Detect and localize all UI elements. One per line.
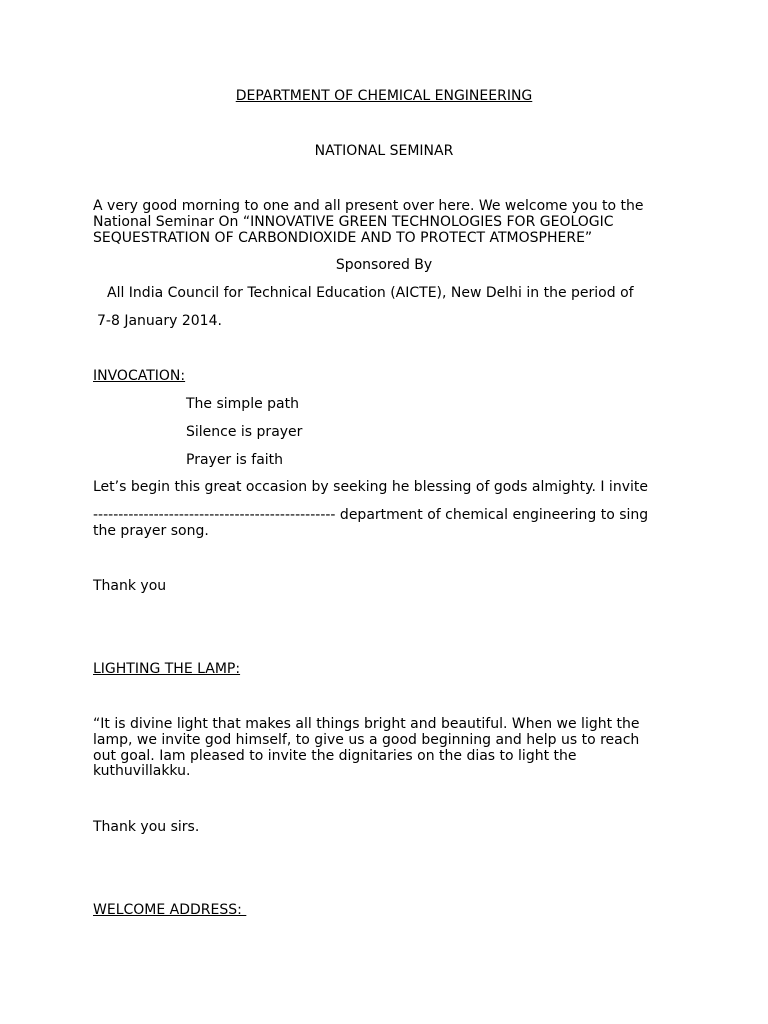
lamp-line-2: lamp, we invite god himself, to give us a good beginning and help us to reach xyxy=(93,732,640,748)
invocation-invite-line-1: Let’s begin this great occasion by seeking he blessing of gods almighty. I invite xyxy=(93,479,648,495)
lamp-title: LIGHTING THE LAMP: xyxy=(93,661,241,677)
lamp-thanks: Thank you sirs. xyxy=(93,819,200,835)
invocation-verse: Silence is prayer xyxy=(186,424,303,440)
intro-line-3: SEQUESTRATION OF CARBONDIOXIDE AND TO PROTECT ATMOSPHERE” xyxy=(93,230,593,246)
invocation-invite-line-2: ------------------------------------------------ department of chemical engineering to sing xyxy=(93,507,649,523)
invocation-invite-line-3: the prayer song. xyxy=(93,523,209,539)
department-heading: DEPARTMENT OF CHEMICAL ENGINEERING xyxy=(235,88,533,104)
lamp-line-4: kuthuvillakku. xyxy=(93,763,191,779)
date-line: 7-8 January 2014. xyxy=(97,313,222,329)
intro-line-1: A very good morning to one and all present over here. We welcome you to the xyxy=(93,198,644,214)
lamp-line-1: “It is divine light that makes all things bright and beautiful. When we light the xyxy=(93,716,640,732)
invocation-thanks: Thank you xyxy=(93,578,167,594)
sponsor-line: All India Council for Technical Education (AICTE), New Delhi in the period of xyxy=(107,285,634,301)
invocation-verse: The simple path xyxy=(186,396,299,412)
invocation-title: INVOCATION: xyxy=(93,368,186,384)
sponsored-by-label: Sponsored By xyxy=(335,257,433,273)
welcome-title: WELCOME ADDRESS: xyxy=(93,902,247,918)
seminar-heading: NATIONAL SEMINAR xyxy=(314,143,454,159)
lamp-line-3: out goal. Iam pleased to invite the dignitaries on the dias to light the xyxy=(93,748,577,764)
invocation-verse: Prayer is faith xyxy=(186,452,284,468)
intro-line-2: National Seminar On “INNOVATIVE GREEN TECHNOLOGIES FOR GEOLOGIC xyxy=(93,214,614,230)
